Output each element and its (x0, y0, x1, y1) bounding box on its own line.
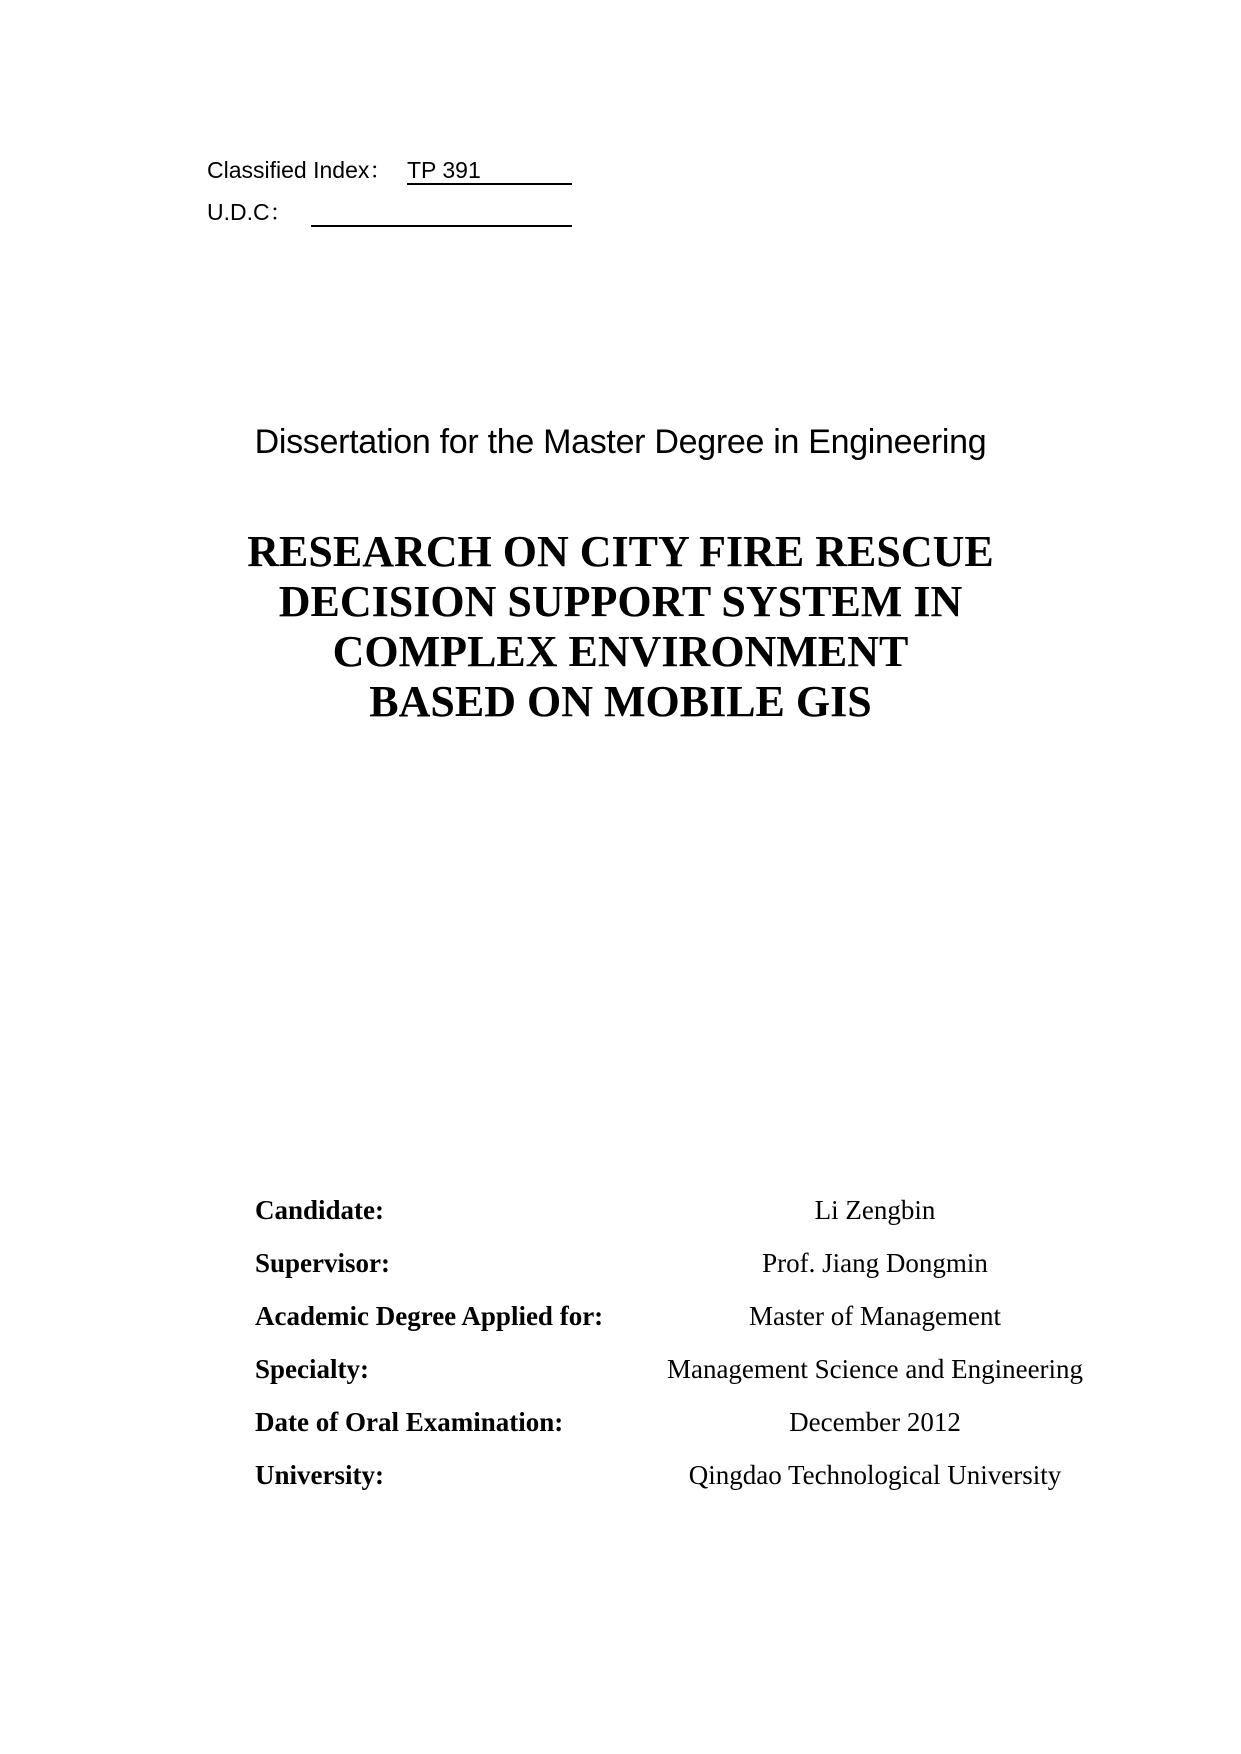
university-value: Qingdao Technological University (688, 1460, 1062, 1490)
info-row-oral-exam (255, 1405, 1155, 1458)
university-label: University: (255, 1460, 384, 1490)
udc-row (207, 197, 293, 227)
title-line-3: COMPLEX ENVIRONMENT (332, 627, 909, 676)
candidate-label: Candidate: (255, 1195, 385, 1225)
degree-value: Master of Management (749, 1301, 1001, 1331)
classified-index-field (407, 155, 572, 185)
classified-index-value: TP 391 (407, 157, 481, 183)
title-line-4: BASED ON MOBILE GIS (369, 677, 872, 726)
supervisor-value: Prof. Jiang Dongmin (762, 1248, 988, 1278)
oral-exam-value: December 2012 (789, 1407, 961, 1437)
info-row-supervisor (255, 1246, 1155, 1299)
classified-index-row (207, 155, 481, 185)
classified-index-label: Classified Index： (207, 157, 393, 183)
specialty-label: Specialty: (255, 1354, 369, 1384)
thesis-title (0, 527, 1241, 727)
udc-label: U.D.C： (207, 199, 293, 225)
title-line-2: DECISION SUPPORT SYSTEM IN (278, 577, 963, 626)
degree-label: Academic Degree Applied for: (255, 1301, 604, 1331)
candidate-value: Li Zengbin (814, 1195, 936, 1225)
info-row-candidate (255, 1193, 1155, 1246)
udc-field (311, 197, 572, 227)
title-line-1: RESEARCH ON CITY FIRE RESCUE (247, 527, 994, 576)
oral-exam-label: Date of Oral Examination: (255, 1407, 564, 1437)
degree-line: Dissertation for the Master Degree in Engineering (254, 423, 987, 461)
specialty-value: Management Science and Engineering (666, 1354, 1084, 1384)
info-row-degree (255, 1299, 1155, 1352)
info-table (255, 1193, 1155, 1511)
info-row-specialty (255, 1352, 1155, 1405)
info-row-university (255, 1458, 1155, 1511)
supervisor-label: Supervisor: (255, 1248, 390, 1278)
